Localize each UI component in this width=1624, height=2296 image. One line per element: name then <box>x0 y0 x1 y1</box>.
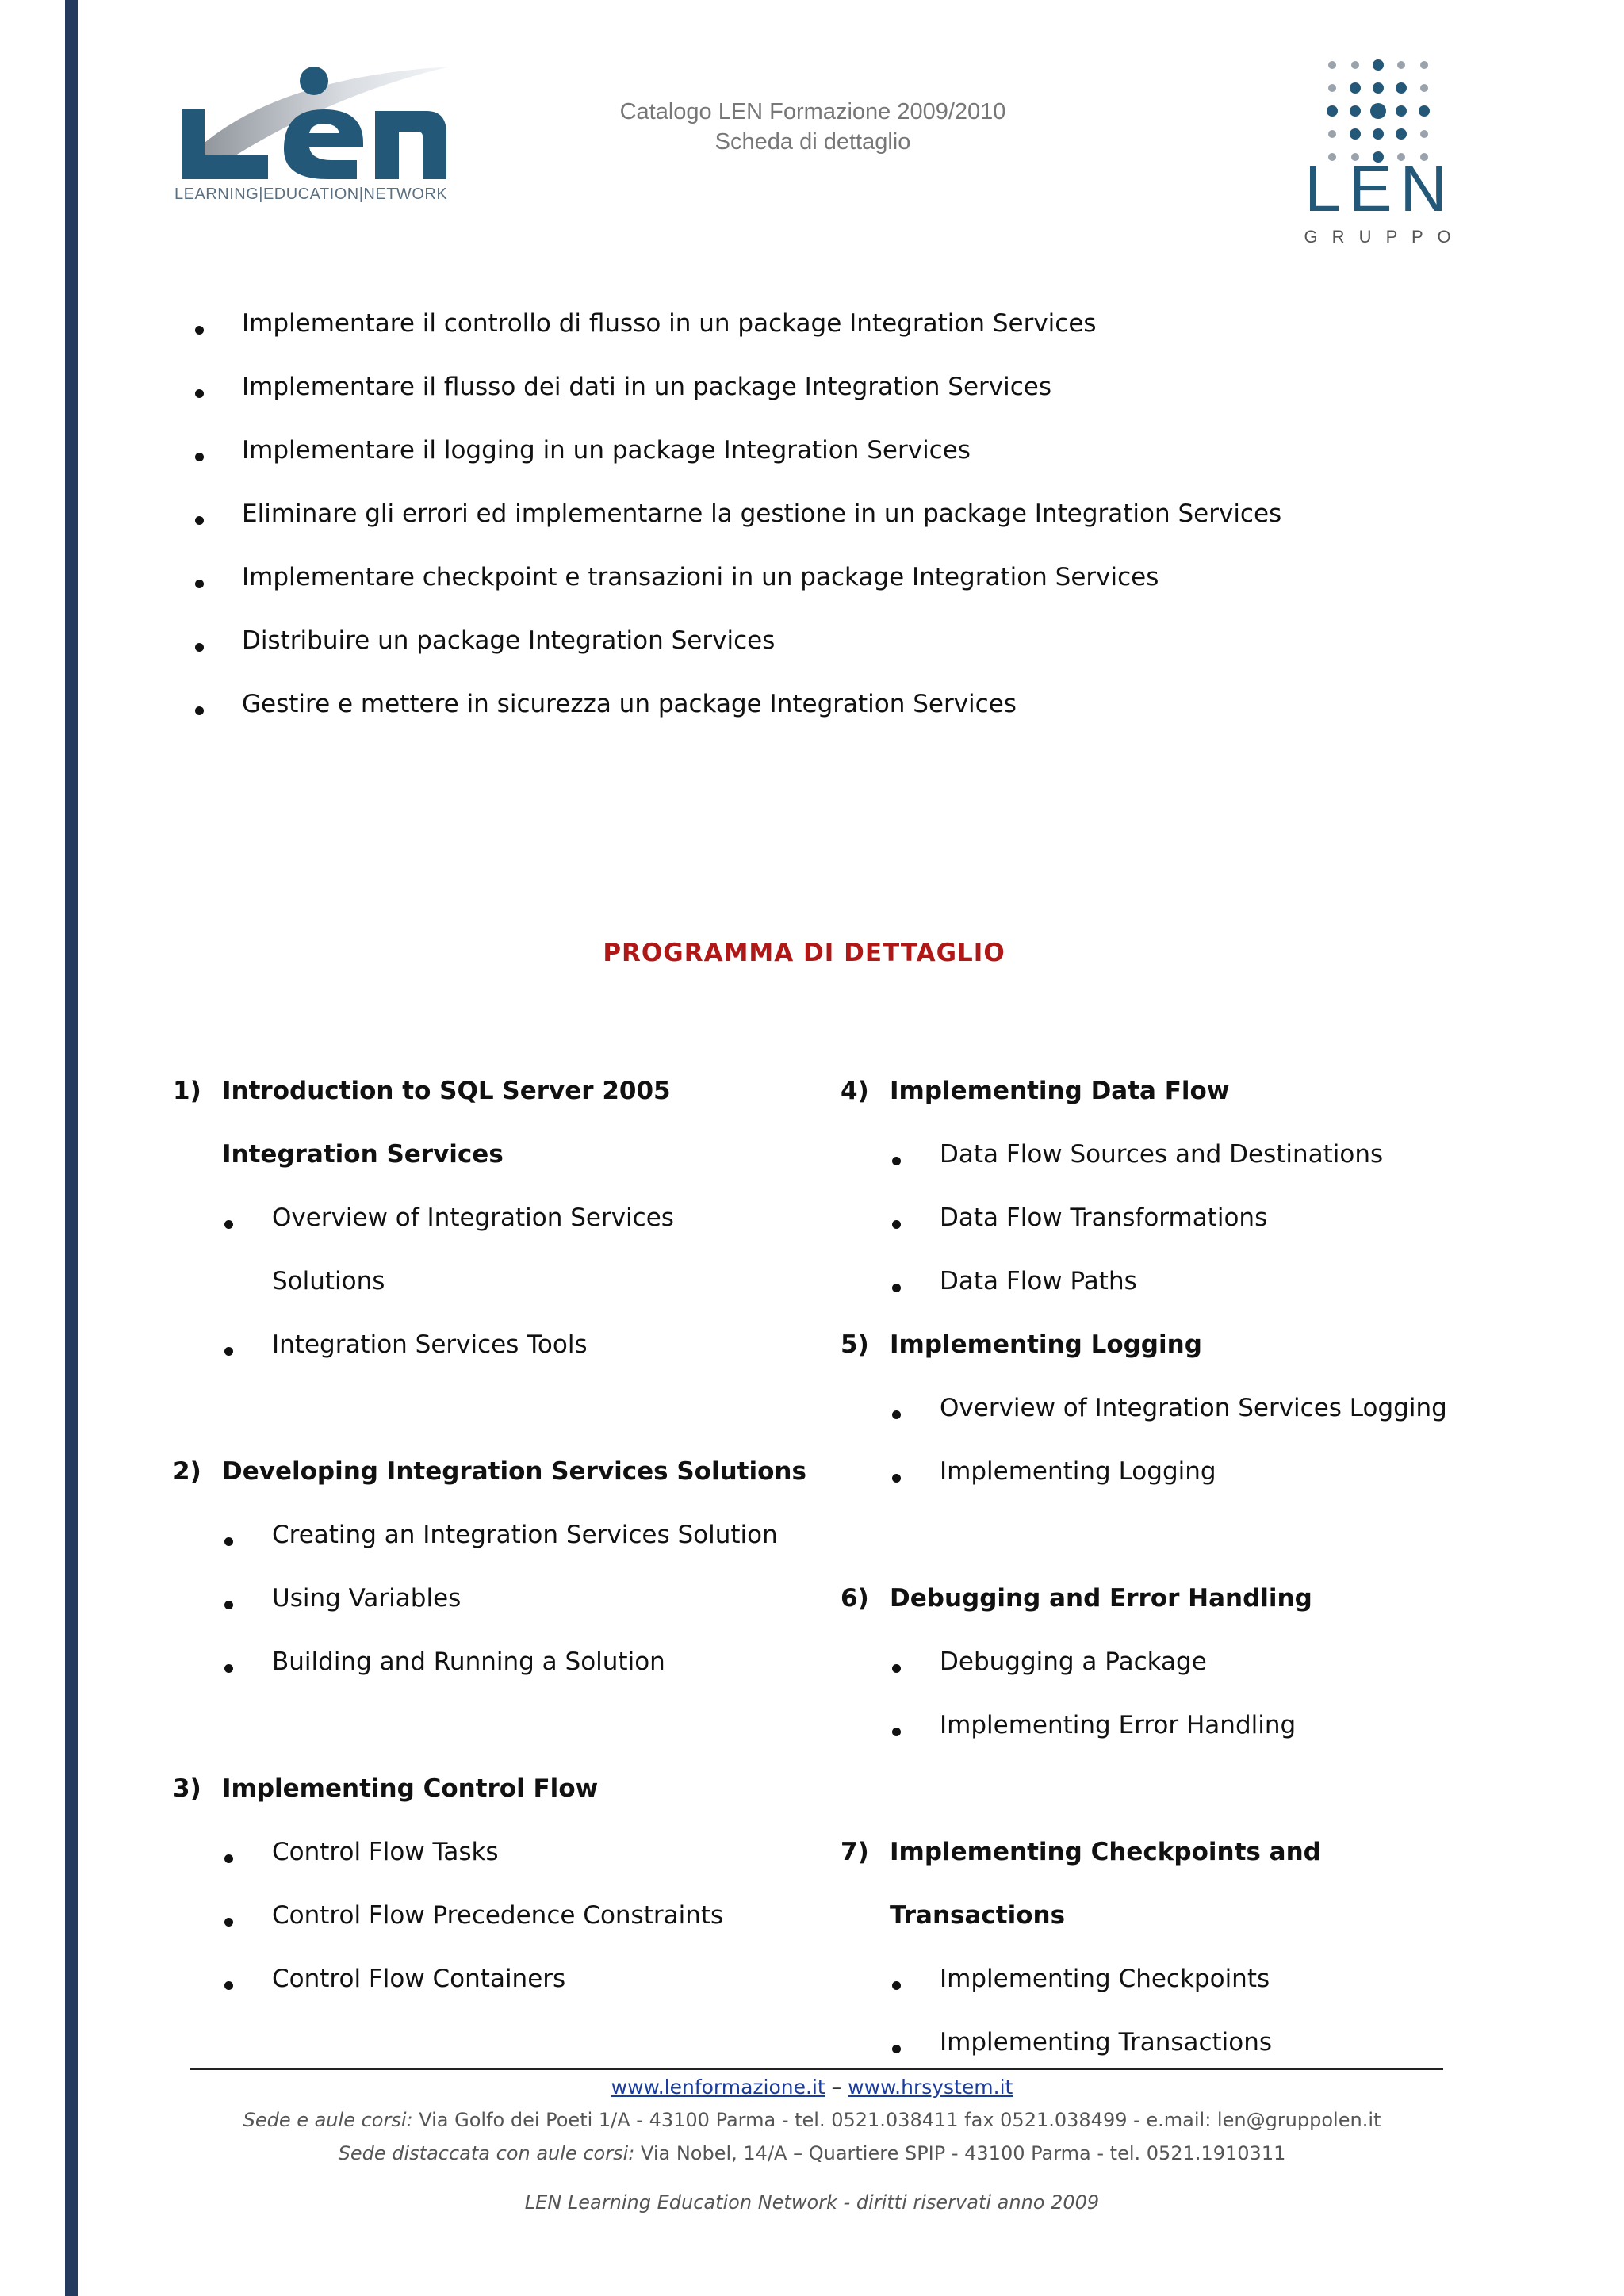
bullet-icon <box>195 706 204 715</box>
module-topic: Data Flow Paths <box>940 1267 1137 1295</box>
header-caption <box>492 97 1134 157</box>
module-title: Developing Integration Services Solutions <box>222 1457 806 1486</box>
module-topic: Solutions <box>272 1267 385 1295</box>
len-gruppo-logo <box>1293 52 1467 251</box>
detail-line: Scheda di dettaglio <box>714 129 911 155</box>
objective-item <box>0 371 1624 434</box>
bullet-icon <box>892 1284 901 1292</box>
footer-copyright: LEN Learning Education Network - diritti riservati anno 2009 <box>524 2191 1100 2214</box>
sede-label: Sede e aule corsi: <box>243 2109 413 2131</box>
bullet-icon <box>224 1918 233 1927</box>
bullet-icon <box>892 1157 901 1165</box>
module-topic: Implementing Transactions <box>940 2028 1273 2057</box>
module-title: Transactions <box>890 1901 1066 1930</box>
bullet-icon <box>892 1981 901 1990</box>
bullet-icon <box>892 1728 901 1736</box>
bullet-icon <box>892 1474 901 1483</box>
link-separator: – <box>825 2076 848 2099</box>
objective-item <box>0 688 1624 752</box>
module-topic: Implementing Logging <box>940 1457 1216 1486</box>
objective-text: Gestire e mettere in sicurezza un package Integration Services <box>242 690 1017 718</box>
module-number: 3) <box>173 1774 201 1803</box>
bullet-icon <box>892 2045 901 2053</box>
logo-right-sub: G R U P P O <box>1304 227 1456 247</box>
len-logo <box>173 62 458 205</box>
module-topic: Debugging a Package <box>940 1647 1207 1676</box>
sede2-text: Via Nobel, 14/A – Quartiere SPIP - 43100 Parma - tel. 0521.1910311 <box>634 2142 1286 2164</box>
logo-dot <box>1350 128 1361 140</box>
logo-dot <box>1373 59 1384 71</box>
sede-text: Via Golfo dei Poeti 1/A - 43100 Parma - tel. 0521.038411 fax 0521.038499 - e.mail: len@gruppolen.it <box>412 2109 1381 2131</box>
dot-grid-logo <box>1293 52 1467 251</box>
bullet-icon <box>195 580 204 588</box>
module-topic: Creating an Integration Services Solution <box>272 1521 778 1549</box>
logo-dot <box>1328 130 1336 138</box>
logo-dot <box>1396 82 1407 94</box>
module-number: 4) <box>841 1077 869 1105</box>
bullet-icon <box>892 1664 901 1673</box>
logo-dot <box>1327 105 1338 117</box>
module-topic: Overview of Integration Services <box>272 1203 674 1232</box>
bullet-icon <box>195 326 204 335</box>
module-topic: Overview of Integration Services Logging <box>940 1394 1447 1422</box>
catalog-line: Catalogo LEN Formazione 2009/2010 <box>619 99 1006 124</box>
module-topic: Implementing Checkpoints <box>940 1965 1270 1993</box>
bullet-icon <box>224 1601 233 1609</box>
logo-dot <box>1350 105 1361 117</box>
objective-item <box>0 308 1624 371</box>
module-topic: Data Flow Transformations <box>940 1203 1268 1232</box>
bullet-icon <box>224 1664 233 1673</box>
bullet-icon <box>224 1537 233 1546</box>
logo-dot <box>1328 84 1336 92</box>
bullet-icon <box>195 516 204 525</box>
sede2-label: Sede distaccata con aule corsi: <box>338 2142 635 2164</box>
lenformazione-link[interactable]: www.lenformazione.it <box>611 2076 825 2099</box>
bullet-icon <box>195 643 204 652</box>
objective-text: Implementare il logging in un package Integration Services <box>242 436 971 465</box>
logo-dot <box>1328 61 1336 69</box>
module-number: 6) <box>841 1584 869 1613</box>
logo-dot <box>1373 82 1384 94</box>
footer-address <box>0 2109 1624 2131</box>
module-number: 1) <box>173 1077 201 1105</box>
objective-text: Distribuire un package Integration Services <box>242 626 776 655</box>
module-topic: Data Flow Sources and Destinations <box>940 1140 1384 1169</box>
module-number: 5) <box>841 1330 869 1359</box>
module-topic: Control Flow Tasks <box>272 1838 499 1866</box>
section-title: PROGRAMMA DI DETTAGLIO <box>603 939 1005 967</box>
module-title: Integration Services <box>222 1140 504 1169</box>
logo-dot <box>1420 130 1428 138</box>
logo-right-word: LEN <box>1304 153 1455 225</box>
hrsystem-link[interactable]: www.hrsystem.it <box>848 2076 1013 2099</box>
objective-text: Eliminare gli errori ed implementarne la gestione in un package Integration Services <box>242 499 1282 528</box>
logo-dot <box>1351 61 1359 69</box>
module-topic: Control Flow Containers <box>272 1965 566 1993</box>
bullet-icon <box>224 1981 233 1990</box>
logo-dot <box>1373 128 1384 140</box>
footer-divider <box>190 2068 1443 2070</box>
module-title: Debugging and Error Handling <box>890 1584 1312 1613</box>
module-title: Implementing Control Flow <box>222 1774 599 1803</box>
bullet-icon <box>195 389 204 398</box>
bullet-icon <box>195 453 204 461</box>
bullet-icon <box>892 1410 901 1419</box>
module-number: 7) <box>841 1838 869 1866</box>
objective-text: Implementare il flusso dei dati in un package Integration Services <box>242 373 1052 401</box>
logo-dot <box>1420 84 1428 92</box>
objective-text: Implementare il controllo di flusso in un package Integration Services <box>242 309 1097 338</box>
module-title: Implementing Data Flow <box>890 1077 1230 1105</box>
module-topic: Using Variables <box>272 1584 462 1613</box>
module-topic: Integration Services Tools <box>272 1330 588 1359</box>
module-title: Implementing Checkpoints and <box>890 1838 1321 1866</box>
objective-item <box>0 561 1624 625</box>
objective-item <box>0 434 1624 498</box>
objective-item <box>0 625 1624 688</box>
bullet-icon <box>892 1220 901 1229</box>
bullet-icon <box>224 1854 233 1863</box>
footer-address-secondary <box>0 2142 1624 2164</box>
logo-dot <box>1396 105 1407 117</box>
objective-text: Implementare checkpoint e transazioni in un package Integration Services <box>242 563 1159 591</box>
logo-dot <box>1420 61 1428 69</box>
module-title: Introduction to SQL Server 2005 <box>222 1077 671 1105</box>
module-topic: Implementing Error Handling <box>940 1711 1297 1739</box>
logo-dot <box>1370 103 1386 119</box>
logo-dot <box>1419 105 1430 117</box>
logo-tagline: LEARNING|EDUCATION|NETWORK <box>174 186 448 203</box>
footer-links <box>0 2076 1624 2099</box>
logo-dot <box>1350 82 1361 94</box>
logo-dot <box>1397 61 1405 69</box>
module-topic: Control Flow Precedence Constraints <box>272 1901 724 1930</box>
bullet-icon <box>224 1347 233 1356</box>
bullet-icon <box>224 1220 233 1229</box>
module-title: Implementing Logging <box>890 1330 1202 1359</box>
logo-dot <box>1396 128 1407 140</box>
objective-item <box>0 498 1624 561</box>
module-number: 2) <box>173 1457 201 1486</box>
module-topic: Building and Running a Solution <box>272 1647 665 1676</box>
